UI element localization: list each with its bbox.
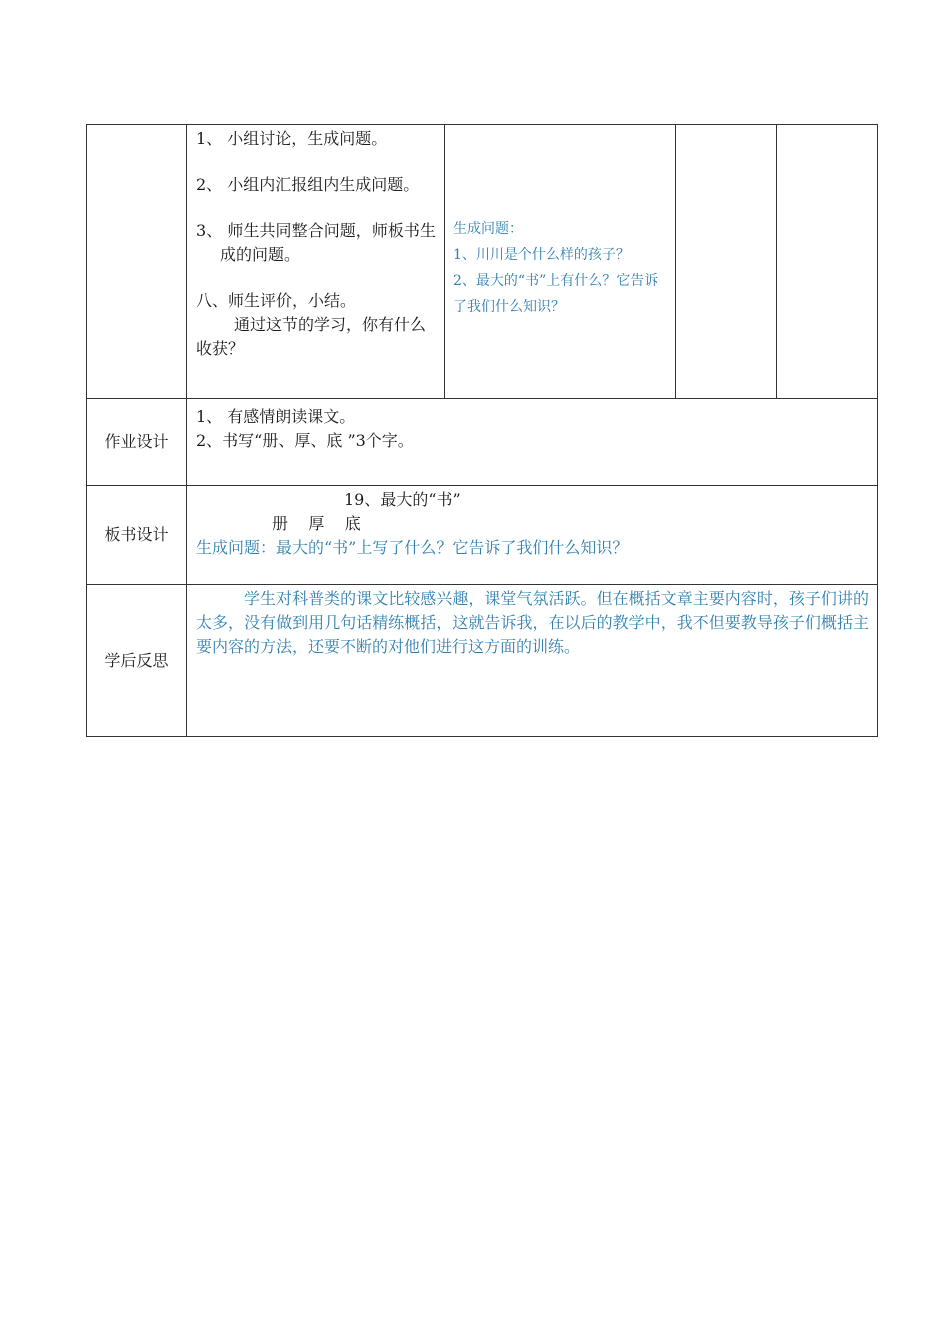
step-1: 1、 小组讨论，生成问题。 [196,129,388,148]
reflection-text: 学生对科普类的课文比较感兴趣，课堂气氛活跃。但在概括文章主要内容时，孩子们讲的太多，没有做到用几句话精练概括，这就告诉我，在以后的教学中，我不但要教导孩子们概括主要内容的方法，还要不断的对他们进行这方面的训练。 [196,589,869,656]
generated-question-2: 2、最大的“书”上有什么？它告诉了我们什么知识？ [453,272,659,315]
homework-row [87,399,878,486]
board-question: 生成问题：最大的“书”上写了什么？它告诉了我们什么知识？ [196,538,629,557]
process-steps-cell [187,125,445,399]
reflection-row [87,585,878,737]
board-title: 19、最大的“书” [344,490,461,509]
homework-label: 作业设计 [87,399,187,486]
board-label: 板书设计 [87,486,187,585]
empty-cell-a [676,125,777,399]
homework-item-2: 2、书写“册、厚、底 ”3个字。 [196,431,414,450]
generated-questions-heading: 生成问题： [453,220,523,237]
board-characters: 册 厚 底 [272,514,361,533]
reflection-label: 学后反思 [87,585,187,737]
empty-cell-b [777,125,878,399]
lesson-plan-table [86,124,878,737]
summary-question: 通过这节的学习，你有什么收获？ [196,315,427,358]
step-2: 2、 小组内汇报组内生成问题。 [196,175,420,194]
board-content-cell [187,486,878,585]
process-row [87,125,878,399]
generated-questions-cell [445,125,676,399]
generated-question-1: 1、川川是个什么样的孩子？ [453,246,630,263]
reflection-content-cell [187,585,878,737]
homework-content-cell [187,399,878,486]
homework-item-1: 1、 有感情朗读课文。 [196,407,356,426]
board-row [87,486,878,585]
summary-heading: 八、师生评价，小结。 [196,291,357,310]
process-label-cell [87,125,187,399]
step-3: 3、 师生共同整合问题，师板书生成的问题。 [196,221,436,264]
